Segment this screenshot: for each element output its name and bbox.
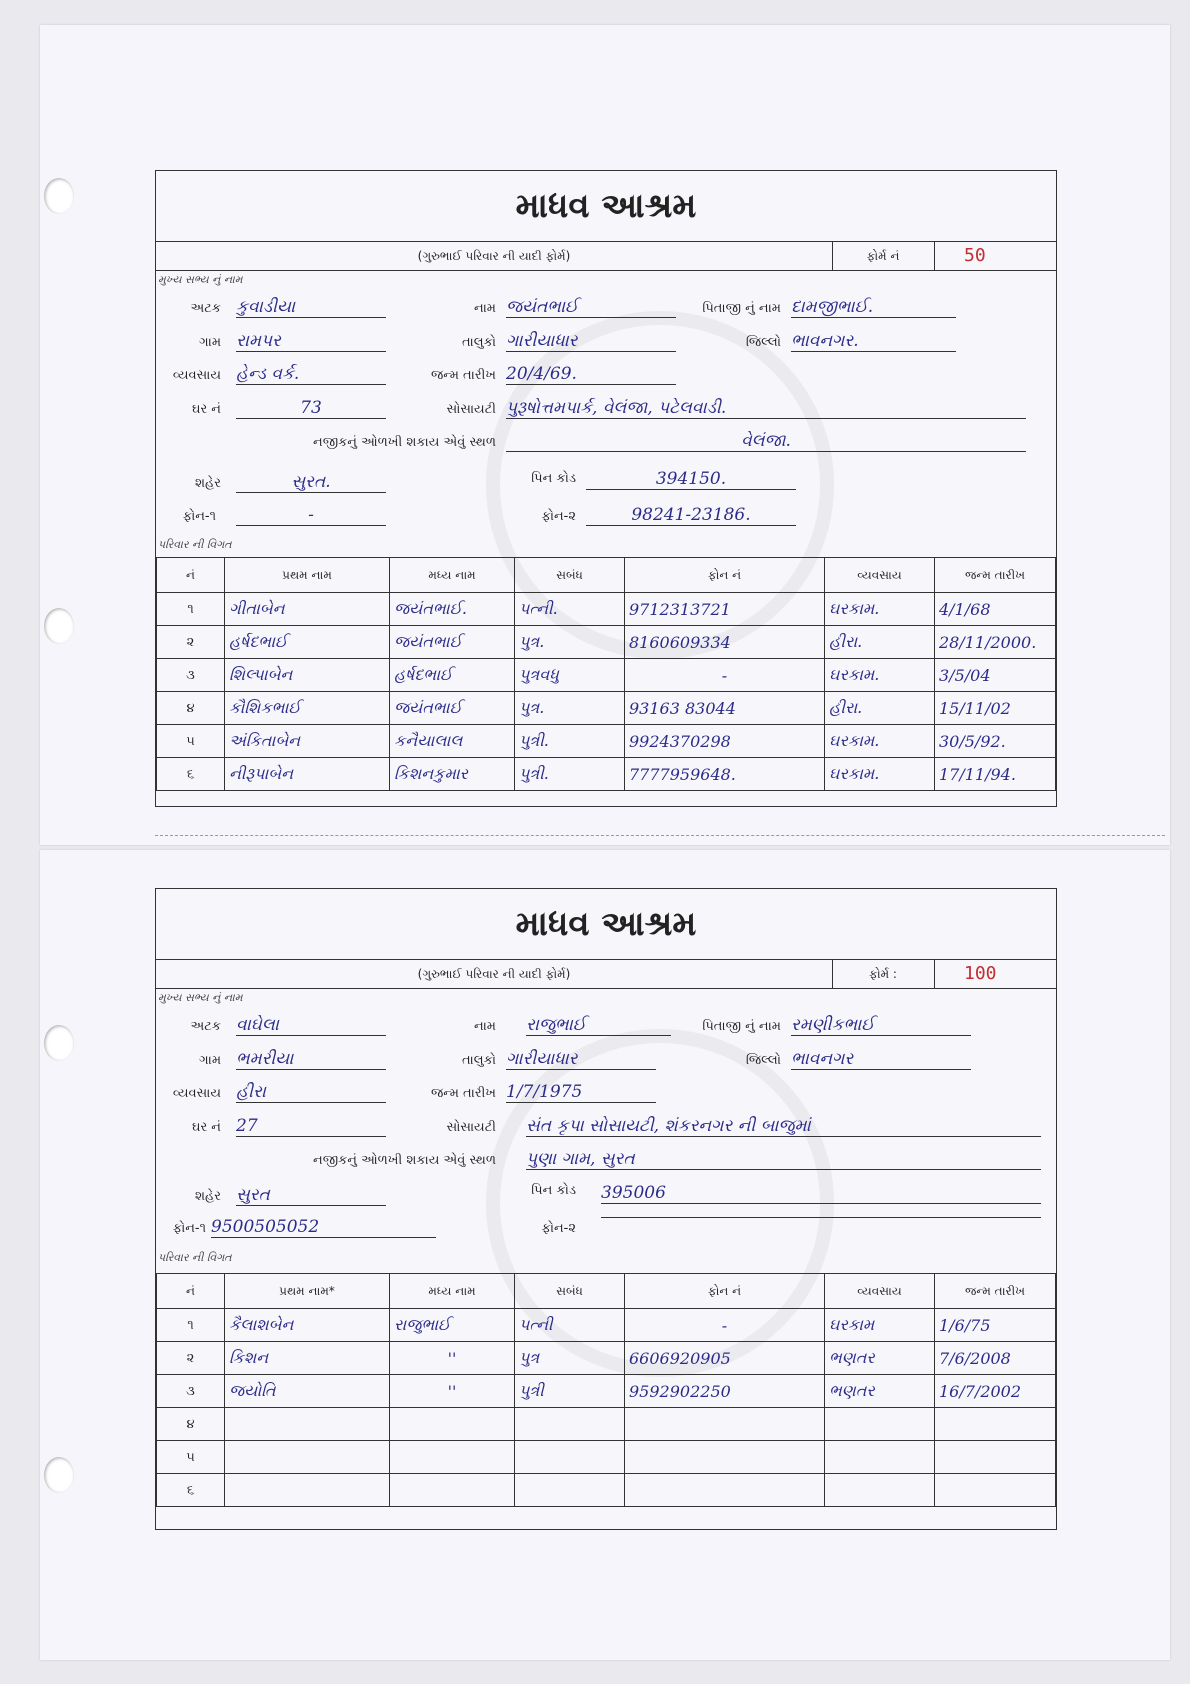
house-no-label: ઘર નં [191, 402, 221, 417]
first-name: અંકિતાબેન [225, 725, 390, 758]
relation: પુત્રી. [515, 725, 625, 758]
col-header: જન્મ તારીખ [935, 558, 1056, 593]
taluka-value: ગારીયાધાર [506, 331, 676, 352]
father-name-label: પિતાજી નું નામ [702, 301, 781, 316]
occupation: ઘરકામ. [825, 659, 935, 692]
first-name: હર્ષદભાઈ [225, 626, 390, 659]
taluka-value: ગારીયાધાર [506, 1049, 656, 1070]
row-number: ૧ [157, 593, 225, 626]
first-name: નીરૂપાબેન [225, 758, 390, 791]
occupation [825, 1441, 935, 1474]
birthdate: 28/11/2000. [935, 626, 1056, 659]
surname-value: કુવાડીયા [236, 297, 386, 318]
phone2-value: 98241-23186. [586, 505, 796, 526]
middle-name: જયંતભાઈ. [390, 593, 515, 626]
occupation: ઘરકામ. [825, 725, 935, 758]
landmark-label: નજીકનું ઓળખી શકાય એવું સ્થળ [313, 435, 496, 450]
table-row [157, 725, 1056, 758]
birthdate: 1/6/75 [935, 1309, 1056, 1342]
punch-hole [44, 608, 74, 644]
form-2 [155, 888, 1057, 1530]
birthdate [935, 1441, 1056, 1474]
col-header: ફોન નં [625, 1274, 825, 1309]
first-name [225, 1441, 390, 1474]
birthdate: 7/6/2008 [935, 1342, 1056, 1375]
middle-name [390, 1441, 515, 1474]
district-label: જિલ્લો [745, 1053, 781, 1068]
middle-name: કનૈયાલાલ [390, 725, 515, 758]
father-name-value: રમણીકભાઈ [791, 1015, 971, 1036]
phone [625, 1474, 825, 1507]
first-name: કૈલાશબેન [225, 1309, 390, 1342]
row-number: ૪ [157, 1408, 225, 1441]
form-number-label: ફોર્મ : [832, 960, 935, 988]
head-section-label: મુખ્ય સભ્ય નું નામ [158, 991, 243, 1004]
house-no-value: 27 [236, 1116, 386, 1137]
col-header: વ્યવસાય [825, 558, 935, 593]
phone2-label: ફોન-૨ [541, 509, 576, 524]
middle-name: જયંતભાઈ [390, 692, 515, 725]
pincode-label: પિન કોડ [531, 1183, 576, 1198]
row-number: ૩ [157, 659, 225, 692]
phone: - [625, 659, 825, 692]
relation [515, 1474, 625, 1507]
birthdate: 3/5/04 [935, 659, 1056, 692]
first-name [225, 1474, 390, 1507]
punch-hole [44, 1457, 74, 1493]
occupation: હીરા. [825, 692, 935, 725]
name-label: નામ [473, 1019, 496, 1034]
col-header: નં [157, 1274, 225, 1309]
relation: પુત્રી [515, 1375, 625, 1408]
table-row [157, 1441, 1056, 1474]
occupation: ઘરકામ [825, 1309, 935, 1342]
pincode-label: પિન કોડ [531, 471, 576, 486]
surname-value: વાઘેલા [236, 1015, 386, 1036]
first-name [225, 1408, 390, 1441]
society-label: સોસાયટી [446, 402, 496, 417]
col-header: નં [157, 558, 225, 593]
col-header: જન્મ તારીખ [935, 1274, 1056, 1309]
table-row [157, 1474, 1056, 1507]
occupation-value: હીરા [236, 1082, 386, 1103]
table-row [157, 593, 1056, 626]
relation: પત્ની. [515, 593, 625, 626]
city-value: સુરત. [236, 472, 386, 493]
name-value: રાજુભાઈ [526, 1015, 671, 1036]
occupation: ભણતર [825, 1375, 935, 1408]
occupation: હીરા. [825, 626, 935, 659]
sheet-divider [155, 835, 1165, 836]
birthdate-label: જન્મ તારીખ [430, 1086, 496, 1101]
middle-name: કિશનકુમાર [390, 758, 515, 791]
house-no-label: ઘર નં [191, 1120, 221, 1135]
occupation: ભણતર [825, 1342, 935, 1375]
row-number: ૩ [157, 1375, 225, 1408]
head-section-label: મુખ્ય સભ્ય નું નામ [158, 273, 243, 286]
table-row [157, 758, 1056, 791]
phone [625, 1408, 825, 1441]
pincode-value: 394150. [586, 469, 796, 490]
phone: 9712313721 [625, 593, 825, 626]
relation: પુત્ર. [515, 692, 625, 725]
birthdate: 15/11/02 [935, 692, 1056, 725]
village-label: ગામ [199, 1053, 221, 1068]
house-no-value: 73 [236, 398, 386, 419]
relation: પુત્ર [515, 1342, 625, 1375]
landmark-label: નજીકનું ઓળખી શકાય એવું સ્થળ [313, 1153, 496, 1168]
middle-name: '' [390, 1375, 515, 1408]
first-name: ગીતાબેન [225, 593, 390, 626]
father-name-label: પિતાજી નું નામ [702, 1019, 781, 1034]
relation: પુત્રવધુ [515, 659, 625, 692]
punch-hole [44, 1025, 74, 1061]
birthdate: 4/1/68 [935, 593, 1056, 626]
relation: પુત્ર. [515, 626, 625, 659]
middle-name: '' [390, 1342, 515, 1375]
form-title: માધવ આશ્રમ [515, 904, 697, 944]
village-value: ભમરીયા [236, 1049, 386, 1070]
middle-name: રાજુભાઈ [390, 1309, 515, 1342]
birthdate [935, 1474, 1056, 1507]
phone: 93163 83044 [625, 692, 825, 725]
form-subheader [156, 959, 1056, 989]
middle-name: હર્ષદભાઈ [390, 659, 515, 692]
birthdate: 16/7/2002 [935, 1375, 1056, 1408]
first-name: કૌશિકભાઈ [225, 692, 390, 725]
form-1 [155, 170, 1057, 807]
taluka-label: તાલુકો [461, 335, 496, 350]
form-subtitle: (ગુરુભાઈ પરિવાર ની યાદી ફોર્મ) [156, 960, 833, 988]
punch-hole [44, 178, 74, 214]
col-header: મધ્ય નામ [390, 1274, 515, 1309]
table-header-row [157, 1274, 1056, 1309]
landmark-value: વેલંજા. [506, 431, 1026, 452]
phone: 6606920905 [625, 1342, 825, 1375]
row-number: ૧ [157, 1309, 225, 1342]
table-row [157, 626, 1056, 659]
relation: પુત્રી. [515, 758, 625, 791]
middle-name [390, 1474, 515, 1507]
form-subtitle: (ગુરુભાઈ પરિવાર ની યાદી ફોર્મ) [156, 242, 833, 270]
name-value: જયંતભાઈ [506, 297, 676, 318]
form-number-value: 50 [964, 245, 986, 266]
pincode-value: 395006 [601, 1183, 1041, 1204]
birthdate: 30/5/92. [935, 725, 1056, 758]
birthdate: 17/11/94. [935, 758, 1056, 791]
col-header: ફોન નં [625, 558, 825, 593]
form-title: માધવ આશ્રમ [515, 186, 697, 226]
phone2-label: ફોન-૨ [541, 1221, 576, 1236]
society-value: સંત કૃપા સોસાયટી, શંકરનગર ની બાજુમાં [526, 1116, 1041, 1137]
row-number: ૨ [157, 1342, 225, 1375]
col-header: પ્રથમ નામ* [225, 1274, 390, 1309]
surname-label: અટક [190, 301, 221, 316]
table-row [157, 1408, 1056, 1441]
village-label: ગામ [199, 335, 221, 350]
birthdate-value: 1/7/1975 [506, 1082, 656, 1103]
row-number: ૨ [157, 626, 225, 659]
birthdate-value: 20/4/69. [506, 364, 676, 385]
first-name: કિશન [225, 1342, 390, 1375]
form-number-label: ફોર્મ નં [832, 242, 935, 270]
birthdate [935, 1408, 1056, 1441]
phone1-value: 9500505052 [211, 1217, 436, 1238]
occupation: ઘરકામ. [825, 758, 935, 791]
occupation-label: વ્યવસાય [172, 1086, 221, 1101]
phone: 7777959648. [625, 758, 825, 791]
first-name: શિલ્પાબેન [225, 659, 390, 692]
row-number: ૬ [157, 1474, 225, 1507]
row-number: ૫ [157, 725, 225, 758]
district-value: ભાવનગર [791, 1049, 971, 1070]
phone1-value: - [236, 505, 386, 526]
middle-name [390, 1408, 515, 1441]
relation: પત્ની [515, 1309, 625, 1342]
phone: 9924370298 [625, 725, 825, 758]
family-table [156, 557, 1056, 791]
society-value: પુરૂષોત્તમપાર્ક, વેલંજા, પટેલવાડી. [506, 398, 1026, 419]
family-table [156, 1273, 1056, 1507]
city-value: સુરત [236, 1185, 386, 1206]
occupation: ઘરકામ. [825, 593, 935, 626]
table-row [157, 1342, 1056, 1375]
relation [515, 1441, 625, 1474]
name-label: નામ [473, 301, 496, 316]
district-label: જિલ્લો [745, 335, 781, 350]
occupation-value: હેન્ડ વર્ક. [236, 364, 386, 385]
first-name: જયોતિ [225, 1375, 390, 1408]
relation [515, 1408, 625, 1441]
occupation-label: વ્યવસાય [172, 368, 221, 383]
village-value: રામપર [236, 331, 386, 352]
landmark-value: પુણા ગામ, સુરત [526, 1149, 1041, 1170]
row-number: ૫ [157, 1441, 225, 1474]
surname-label: અટક [190, 1019, 221, 1034]
col-header: મધ્ય નામ [390, 558, 515, 593]
table-row [157, 692, 1056, 725]
col-header: સબંધ [515, 558, 625, 593]
col-header: પ્રથમ નામ [225, 558, 390, 593]
phone: - [625, 1309, 825, 1342]
city-label: શહેર [195, 476, 221, 491]
col-header: સબંધ [515, 1274, 625, 1309]
phone1-label: ફોન-૧ [182, 509, 216, 524]
family-section-label: પરિવાર ની વિગત [158, 538, 232, 551]
taluka-label: તાલુકો [461, 1053, 496, 1068]
phone [625, 1441, 825, 1474]
father-name-value: દામજીભાઈ. [791, 297, 956, 318]
district-value: ભાવનગર. [791, 331, 956, 352]
family-section-label: પરિવાર ની વિગત [158, 1251, 232, 1264]
occupation [825, 1408, 935, 1441]
row-number: ૬ [157, 758, 225, 791]
phone2-value [601, 1217, 1041, 1218]
phone: 8160609334 [625, 626, 825, 659]
form-number-value: 100 [964, 963, 997, 984]
table-row [157, 1375, 1056, 1408]
city-label: શહેર [195, 1189, 221, 1204]
phone1-label: ફોન-૧ [172, 1221, 206, 1236]
row-number: ૪ [157, 692, 225, 725]
col-header: વ્યવસાય [825, 1274, 935, 1309]
form-subheader [156, 241, 1056, 271]
table-header-row [157, 558, 1056, 593]
table-row [157, 659, 1056, 692]
middle-name: જયંતભાઈ [390, 626, 515, 659]
society-label: સોસાયટી [446, 1120, 496, 1135]
table-row [157, 1309, 1056, 1342]
phone: 9592902250 [625, 1375, 825, 1408]
occupation [825, 1474, 935, 1507]
birthdate-label: જન્મ તારીખ [430, 368, 496, 383]
